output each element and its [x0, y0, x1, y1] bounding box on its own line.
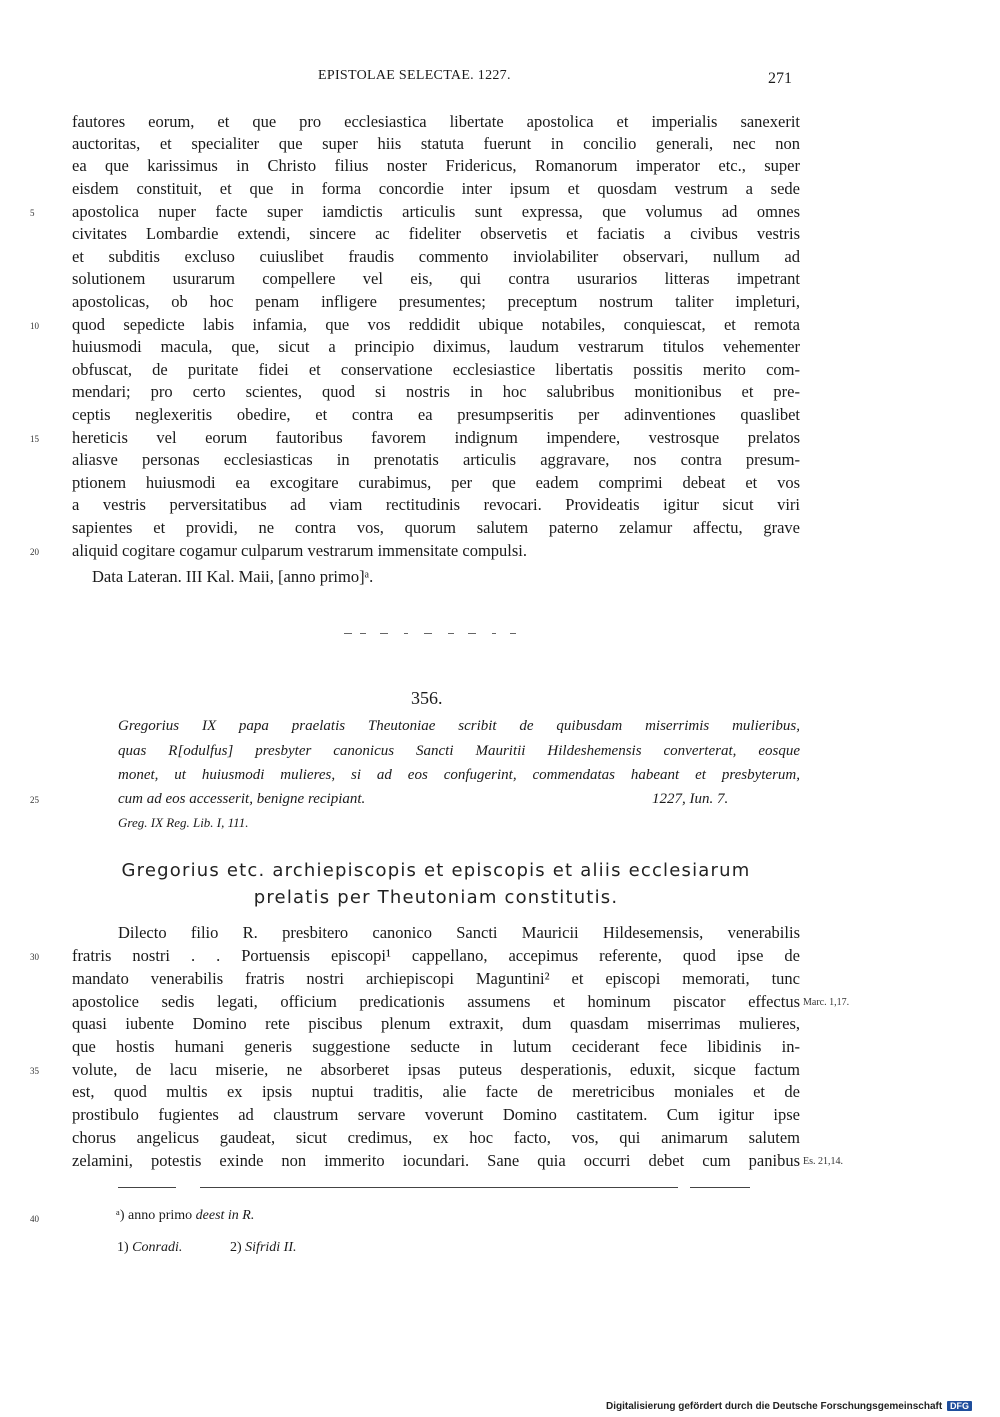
- dfg-logo: DFG: [947, 1401, 972, 1411]
- regest-date: 1227, Iun. 7.: [652, 791, 729, 807]
- text-line: auctoritas, et specialiter que super hiis statuta fuerunt in concilio generali, nec non: [72, 134, 800, 153]
- text-line: et subditis excluso cuiuslibet fraudis commento inviolabiliter observari, nullum ad: [72, 247, 800, 266]
- address-line: prelatis per Theutoniam constitutis.: [253, 887, 619, 908]
- text-line: apostolicas, ob hoc penam infligere presumentes; preceptum nostrum taliter impleturi,: [72, 292, 800, 311]
- line-number: 10: [30, 321, 39, 331]
- text-line: aliasve personas ecclesiasticas in prenotatis articulis aggravare, nos contra presum-: [72, 450, 800, 469]
- source-reference: Greg. IX Reg. Lib. I, 111.: [118, 815, 249, 830]
- running-head: EPISTOLAE SELECTAE. 1227.: [318, 68, 511, 83]
- line-number: 40: [30, 1214, 39, 1224]
- text-line: huiusmodi macula, que, sicut a principio diximus, laudum vestrarum titulos vehementer: [72, 337, 800, 356]
- credit-text: Digitalisierung gefördert durch die Deutsche Forschungsgemeinschaft: [606, 1401, 943, 1412]
- regest-line: cum ad eos accesserit, benigne recipiant.: [118, 791, 366, 807]
- text-line: chorus angelicus gaudeat, sicut credimus, ex hoc facto, vos, qui animarum salutem: [72, 1128, 800, 1147]
- line-number: 15: [30, 434, 39, 444]
- text-line: quod sepedicte labis infamia, que vos reddidit ubique notabiles, conquiescat, et remota: [72, 315, 800, 334]
- text-line: Dilecto filio R. presbitero canonico Sancti Mauricii Hildesemensis, venerabilis: [118, 923, 800, 942]
- line-number: 5: [30, 208, 35, 218]
- footnote-label: 1): [117, 1240, 129, 1255]
- line-number: 20: [30, 547, 39, 557]
- line-number: 35: [30, 1066, 39, 1076]
- text-line: civitates Lombardie extendi, sincere ac fideliter observetis et faciatis a civibus vestris: [72, 224, 800, 243]
- text-line: apostolica nuper facte super iamdictis articulis sunt expressa, que volumus ad omnes: [72, 202, 800, 221]
- regest-line: monet, ut huiusmodi mulieres, si ad eos confugerint, commendatas habeant et presbyterum,: [118, 767, 800, 783]
- text-line: eisdem constituit, et que in forma concordie inter ipsum et quosdam vestrum a sede: [72, 179, 800, 198]
- text-line: est, quod multis ex ipsis nuptui traditis, alie facte de meretricibus moniales et de: [72, 1082, 800, 1101]
- text-line: ea que karissimus in Christo filius noster Fridericus, Romanorum imperator etc., super: [72, 156, 800, 175]
- line-number: 25: [30, 795, 39, 805]
- footnote-1: [117, 1240, 182, 1256]
- text-line: sapientes et providi, ne contra vos, quorum salutem paterno zelamur affectu, grave: [72, 518, 800, 537]
- footnote-text: Conradi.: [132, 1240, 183, 1255]
- text-line: fratris nostri . . Portuensis episcopi¹ cappellano, accepimus referente, quod ipse de: [72, 946, 800, 965]
- text-line: zelamini, potestis exinde non immerito iocundari. Sane quia occurri debet cum panibus: [72, 1151, 800, 1170]
- text-line: ceptis neglexeritis obedire, et contra ea presumpseritis per adinventiones quaslibet: [72, 405, 800, 424]
- letter-number: 356.: [411, 688, 443, 708]
- text-line: apostolice sedis legati, officium predicationis assumens et hominum piscator effectus: [72, 992, 800, 1011]
- text-line: prostibulo fugientes ad claustrum servare voverunt Domino castitatem. Cum igitur ipse: [72, 1105, 800, 1124]
- regest-line: Gregorius IX papa praelatis Theutoniae scribit de quibusdam miserrimis mulieribus,: [118, 718, 800, 734]
- text-line: mandato venerabilis fratris nostri archiepiscopi Maguntini² et episcopi memorati, tunc: [72, 969, 800, 988]
- margin-note: Es. 21,14.: [803, 1156, 843, 1167]
- text-line: quasi iubente Domino rete piscibus plenum extraxit, dum quasdam miserrimas mulieres,: [72, 1014, 800, 1033]
- text-line: obfuscat, de puritate fidei et conservatione ecclesiastice libertatis possitis merito com-: [72, 360, 800, 379]
- footnote-text-italic: deest in R.: [195, 1208, 255, 1223]
- date-line: Data Lateran. III Kal. Maii, [anno primo]ᵃ.: [92, 567, 374, 586]
- footnote-a: [116, 1208, 254, 1224]
- line-number: 30: [30, 952, 39, 962]
- credit-line: [606, 1401, 972, 1412]
- text-line: solutionem usurarum compellere vel eis, qui contra usurarios litteras impetrant: [72, 269, 800, 288]
- text-line: ptionem huiusmodi ea excogitare curabimus, per que eadem comprimi debeat et vos: [72, 473, 800, 492]
- regest-line: quas R[odulfus] presbyter canonicus Sancti Mauritii Hildeshemensis converterat, eosque: [118, 743, 800, 759]
- text-line: aliquid cogitare cogamur culparum vestrarum immensitate compulsi.: [72, 541, 527, 560]
- text-line: mendari; pro certo scientes, quod si nostris in hoc salubribus monitionibus et pre-: [72, 382, 800, 401]
- footnote-mark: ᵃ): [116, 1208, 125, 1223]
- footnote-2: [230, 1240, 297, 1256]
- footnote-text: anno primo: [128, 1208, 196, 1223]
- text-line: volute, de lacu miserie, ne absorberet ipsas puteus desperationis, eduxit, sicque factum: [72, 1060, 800, 1079]
- margin-note: Marc. 1,17.: [803, 997, 850, 1008]
- text-line: hereticis vel eorum fautoribus favorem indignum impendere, vestrosque prelatos: [72, 428, 800, 447]
- page-number: 271: [768, 70, 792, 87]
- text-line: fautores eorum, et que pro ecclesiastica libertate apostolica et imperialis sanexerit: [72, 112, 800, 131]
- footnote-text: Sifridi II.: [245, 1240, 297, 1255]
- text-line: a vestris perversitatibus ad viam rectitudinis revocari. Provideatis igitur sicut viri: [72, 495, 800, 514]
- address-line: Gregorius etc. archiepiscopis et episcopis et aliis ecclesiarum: [121, 860, 751, 881]
- text-line: que hostis humani generis suggestione seducte in lutum ceciderant fece libidinis in-: [72, 1037, 800, 1056]
- footnote-label: 2): [230, 1240, 242, 1255]
